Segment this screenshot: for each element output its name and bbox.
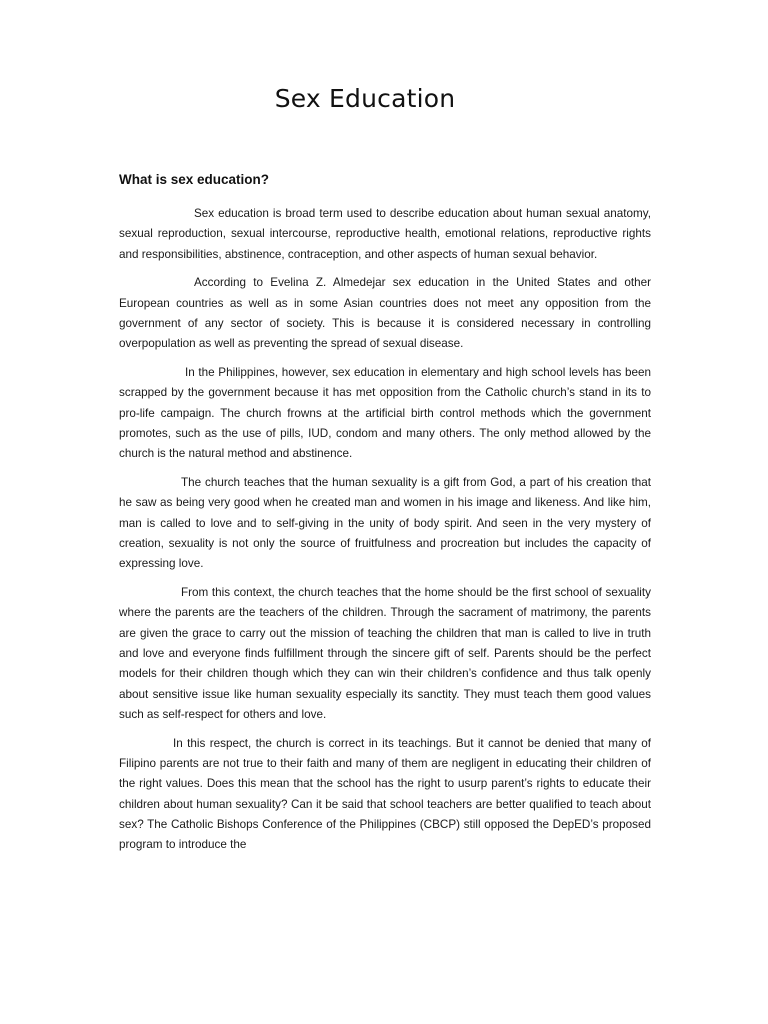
paragraph-church-teaches: The church teaches that the human sexuality is a gift from God, a part of his creation that he saw as being very good when he created man and women in his image and likeness. And like him, man is called to love and to self-giving in the unity of body spirit. And seen in the very mystery of creation, sexuality is not only the source of fruitfulness and procreation but includes the capacity of expressing love.: [119, 476, 651, 571]
document-body: [119, 204, 651, 855]
paragraph-respect: In this respect, the church is correct in its teachings. But it cannot be denied that many of Filipino parents are not true to their faith and many of them are negligent in educating their children of the right values. Does this mean that the school has the right to usurp parent’s rights to educate their children about human sexuality? Can it be said that school teachers are better qualified to teach about sex? The Catholic Bishops Conference of the Philippines (CBCP) still opposed the DepED’s proposed program to introduce the: [119, 736, 651, 852]
paragraph-almedejar: According to Evelina Z. Almedejar sex education in the United States and other European countries as well as in some Asian countries does not meet any opposition from the government of any sector of society. This is because it is considered necessary in controlling overpopulation as well as preventing the spread of sexual disease.: [119, 276, 651, 351]
document-title: Sex Education: [274, 84, 456, 113]
paragraph-definition: Sex education is broad term used to describe education about human sexual anatomy, sexual reproduction, sexual intercourse, reproductive health, emotional relations, reproductive rights and responsibilities, abstinence, contraception, and other aspects of human sexual behavior.: [119, 207, 651, 261]
paragraph-context: From this context, the church teaches that the home should be the first school of sexuality where the parents are the teachers of the children. Through the sacrament of matrimony, the parents are given the grace to carry out the mission of teaching the children that man is called to live in truth and love and everyone finds fulfillment through the sincere gift of self. Parents should be the perfect models for their children though which they can win their children’s confidence and thus talk openly about sensitive issue like human sexuality especially its sanctity. They must teach them good values such as self-respect for others and love.: [119, 586, 651, 721]
paragraph-philippines: In the Philippines, however, sex education in elementary and high school levels has been scrapped by the government because it has met opposition from the Catholic church’s stand in its to pro-life campaign. The church frowns at the artificial birth control methods which the government promotes, such as the use of pills, IUD, condom and many others. The only method allowed by the church is the natural method and abstinence.: [119, 366, 651, 461]
section-heading: What is sex education?: [119, 172, 270, 187]
